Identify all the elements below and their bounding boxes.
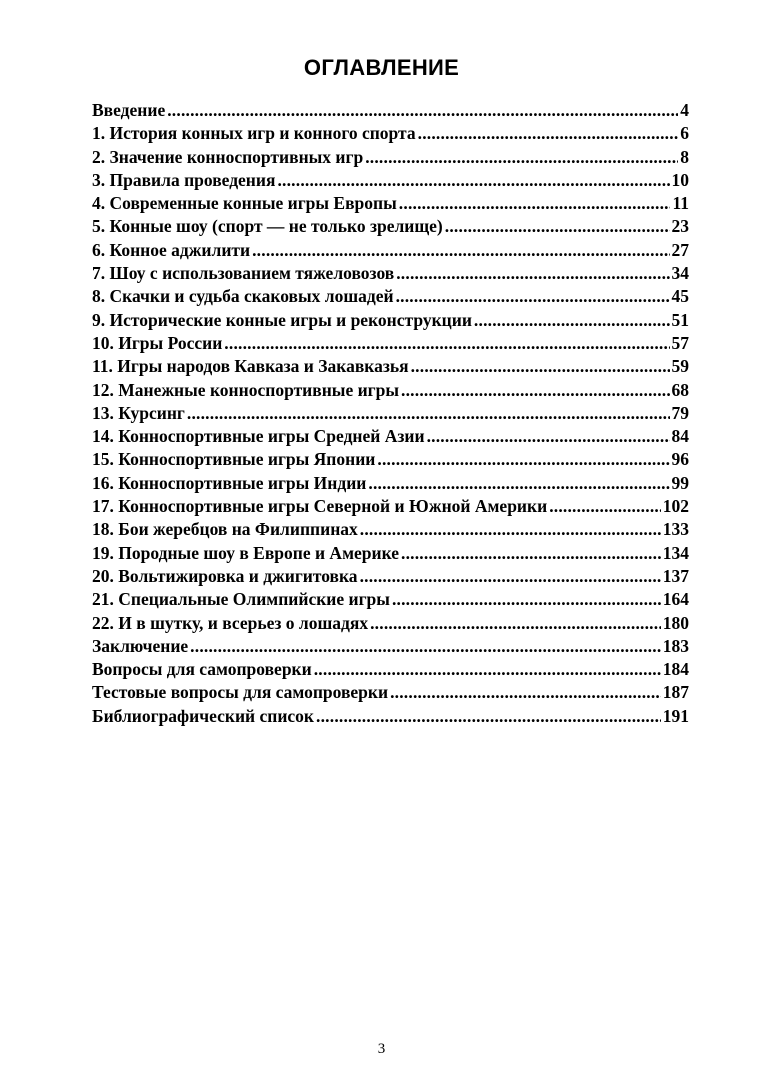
dot-leader <box>370 612 661 635</box>
toc-entry <box>92 379 689 402</box>
toc-entry <box>92 681 689 704</box>
toc-entry-page: 180 <box>662 612 689 633</box>
page-number: 3 <box>377 1041 386 1057</box>
toc-entry <box>92 239 689 262</box>
toc-entry-page: 134 <box>662 542 689 563</box>
dot-leader <box>277 169 669 192</box>
toc-entry-page: 51 <box>671 309 689 330</box>
dot-leader <box>445 215 670 238</box>
dot-leader <box>427 425 670 448</box>
dot-leader <box>187 402 670 425</box>
dot-leader <box>390 681 661 704</box>
toc-entry <box>92 635 689 658</box>
toc-entry-page: 99 <box>671 472 689 493</box>
toc-entry-title: Библиографический список <box>92 705 315 726</box>
dot-leader <box>365 146 678 169</box>
toc-entry-title: Введение <box>92 100 166 120</box>
dot-leader <box>401 542 661 565</box>
dot-leader <box>392 588 661 611</box>
toc-entry <box>92 472 689 495</box>
toc-entry-title: 9. Исторические конные игры и реконструкции <box>92 309 472 330</box>
toc-entry <box>92 285 689 308</box>
toc-entry-page: 4 <box>680 100 689 120</box>
toc-entry <box>92 565 689 588</box>
toc-entry-page: 133 <box>662 519 689 540</box>
toc-entry <box>92 355 689 378</box>
toc-entry-page: 68 <box>671 379 689 400</box>
toc-entry <box>92 332 689 355</box>
dot-leader <box>418 122 679 145</box>
toc-entry <box>92 425 689 448</box>
dot-leader <box>316 705 661 728</box>
dot-leader <box>396 262 669 285</box>
toc-entry <box>92 262 689 285</box>
dot-leader <box>360 518 661 541</box>
toc-entry <box>92 169 689 192</box>
dot-leader <box>167 99 678 122</box>
toc-entry-title: 2. Значение конноспортивных игр <box>92 146 364 167</box>
toc-entry <box>92 122 689 145</box>
toc-entry-page: 102 <box>662 496 689 517</box>
toc-entry <box>92 402 689 425</box>
toc-entry-title: 13. Курсинг <box>92 402 185 423</box>
toc-entry-title: 19. Породные шоу в Европе и Америке <box>92 542 399 563</box>
toc-entry-page: 84 <box>671 426 689 447</box>
dot-leader <box>411 355 670 378</box>
toc-entry-page: 137 <box>662 565 689 586</box>
toc-entry-title: 16. Конноспортивные игры Индии <box>92 472 367 493</box>
toc-entry-title: 14. Конноспортивные игры Средней Азии <box>92 426 425 447</box>
toc-entry-page: 183 <box>662 635 689 656</box>
dot-leader <box>377 448 669 471</box>
toc-entry <box>92 542 689 565</box>
toc-entry <box>92 495 689 518</box>
dot-leader <box>474 309 670 332</box>
toc-entry-title: 3. Правила проведения <box>92 169 276 190</box>
toc-entry-page: 23 <box>671 216 689 237</box>
toc-entry-title: Заключение <box>92 635 189 656</box>
toc-entry <box>92 99 689 122</box>
toc-entry <box>92 588 689 611</box>
dot-leader <box>396 285 670 308</box>
toc-entry <box>92 612 689 635</box>
toc-entry-page: 45 <box>671 286 689 307</box>
toc-entry-title: 17. Конноспортивные игры Северной и Южной Америки <box>92 496 548 517</box>
toc-entry-title: 12. Манежные конноспортивные игры <box>92 379 400 400</box>
toc-entry-page: 34 <box>671 263 689 284</box>
toc-entry-title: 11. Игры народов Кавказа и Закавказья <box>92 356 409 377</box>
toc-entry-title: 4. Современные конные игры Европы <box>92 193 397 214</box>
dot-leader <box>360 565 661 588</box>
dot-leader <box>252 239 669 262</box>
toc-entry-title: 18. Бои жеребцов на Филиппинах <box>92 519 358 540</box>
toc-entry-page: 11 <box>672 193 689 214</box>
toc-entry-title: 21. Специальные Олимпийские игры <box>92 589 390 610</box>
toc-entry-page: 27 <box>671 239 689 260</box>
toc-entry <box>92 215 689 238</box>
page-title: ОГЛАВЛЕНИЕ <box>303 55 460 80</box>
toc-entry-title: 6. Конное аджилити <box>92 239 251 260</box>
toc-entry-title: Вопросы для самопроверки <box>92 659 312 680</box>
toc-entry-page: 6 <box>680 123 689 144</box>
toc-entry <box>92 146 689 169</box>
dot-leader <box>368 472 669 495</box>
toc-entry-title: 7. Шоу с использованием тяжеловозов <box>92 263 395 284</box>
dot-leader <box>401 379 669 402</box>
toc-entry-title: 5. Конные шоу (спорт — не только зрелище) <box>92 216 443 237</box>
toc-entry <box>92 448 689 471</box>
toc-entry <box>92 518 689 541</box>
toc-entry-title: 1. История конных игр и конного спорта <box>92 123 416 144</box>
toc-entry <box>92 705 689 728</box>
toc-entry-title: 20. Вольтижировка и джигитовка <box>92 565 358 586</box>
dot-leader <box>190 635 661 658</box>
toc-entry-title: Тестовые вопросы для самопроверки <box>92 682 389 703</box>
toc-entry-page: 191 <box>662 705 689 726</box>
toc-entry-title: 22. И в шутку, и всерьез о лошадях <box>92 612 369 633</box>
toc-entry-page: 57 <box>671 332 689 353</box>
toc-entry-title: 10. Игры России <box>92 332 223 353</box>
dot-leader <box>224 332 669 355</box>
dot-leader <box>549 495 661 518</box>
dot-leader <box>399 192 671 215</box>
dot-leader <box>314 658 661 681</box>
toc-entry-title: 8. Скачки и судьба скаковых лошадей <box>92 286 394 307</box>
toc-entry-page: 8 <box>680 146 689 167</box>
toc-entry-page: 79 <box>671 402 689 423</box>
toc-entry-page: 187 <box>662 682 689 703</box>
toc-entry-page: 59 <box>671 356 689 377</box>
toc-entry <box>92 192 689 215</box>
toc-entry-page: 96 <box>671 449 689 470</box>
toc-entry <box>92 309 689 332</box>
table-of-contents <box>92 99 689 728</box>
toc-entry-title: 15. Конноспортивные игры Японии <box>92 449 376 470</box>
toc-entry-page: 164 <box>662 589 689 610</box>
toc-entry <box>92 658 689 681</box>
toc-entry-page: 10 <box>671 169 689 190</box>
toc-entry-page: 184 <box>662 659 689 680</box>
